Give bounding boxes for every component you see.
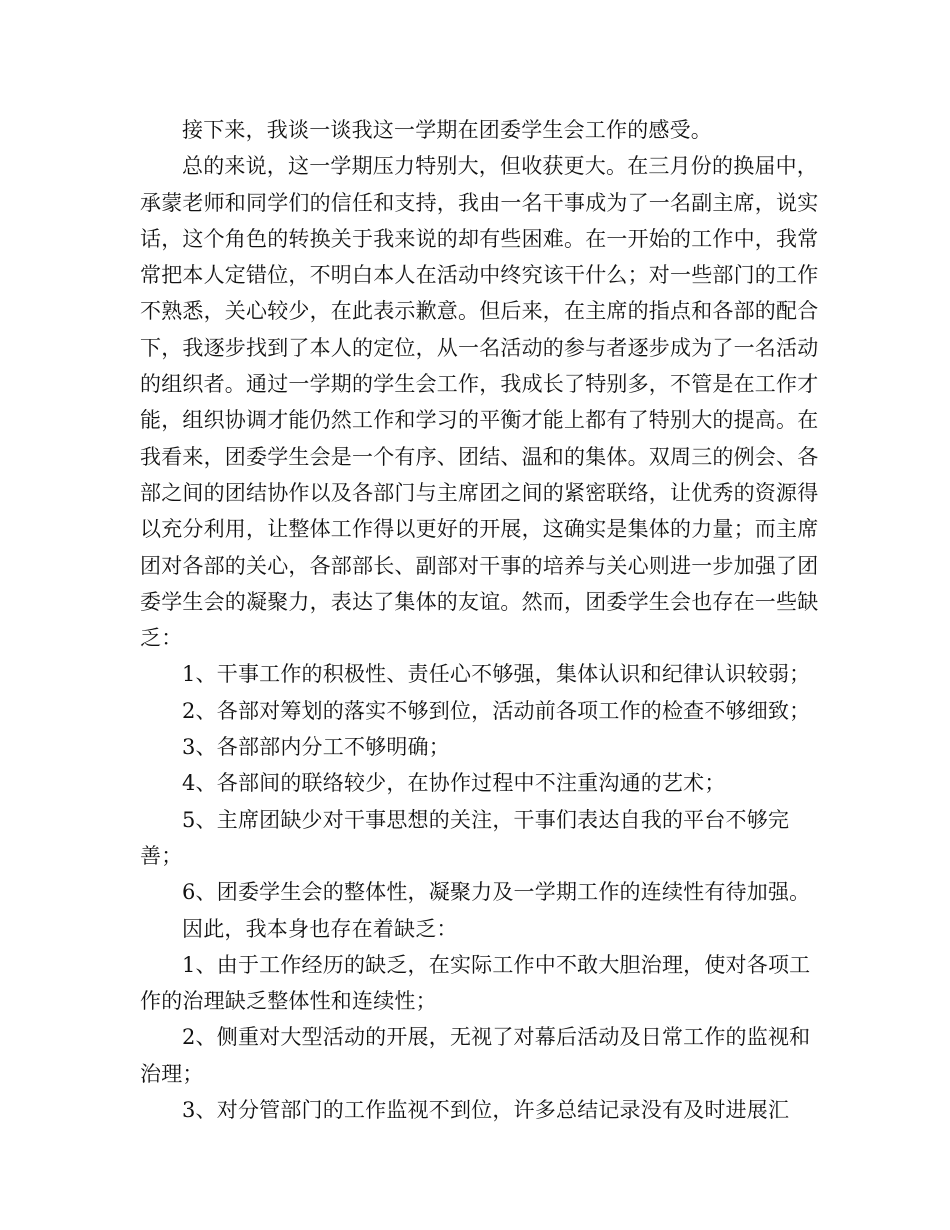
list-item-personal-2: 2、侧重对大型活动的开展，无视了对幕后活动及日常工作的监视和治理； [140,1025,811,1086]
list-item-shortcoming-6: 6、团委学生会的整体性，凝聚力及一学期工作的连续性有待加强。 [182,880,811,905]
list-item-shortcoming-4: 4、各部间的联络较少，在协作过程中不注重沟通的艺术； [182,771,726,796]
list-item-personal-3: 3、对分管部门的工作监视不到位，许多总结记录没有及时进展汇 [182,1098,790,1123]
list-item-personal-1: 1、由于工作经历的缺乏，在实际工作中不敢大胆治理，使对各项工作的治理缺乏整体性和连续性； [140,952,811,1014]
paragraph-intro: 接下来，我谈一谈我这一学期在团委学生会工作的感受。 [182,118,712,142]
list-item-shortcoming-5: 5、主席团缺少对干事思想的关注，干事们表达自我的平台不够完善； [140,807,790,868]
list-item-shortcoming-1: 1、干事工作的积极性、责任心不够强，集体认识和纪律认识较弱； [182,662,811,687]
list-item-shortcoming-3: 3、各部部内分工不够明确； [182,735,450,760]
paragraph-summary: 总的来说，这一学期压力特别大，但收获更大。在三月份的换届中，承蒙老师和同学们的信任和支持，我由一名干事成为了一名副主席，说实话，这个角色的转换关于我来说的却有些困难。在一开始的工作中，我常常把本人定错位，不明白本人在活动中终究该干什么；对一些部门的工作不熟悉，关心较少，在此表示歉意。但后来，在主席的指点和各部的配合下，我逐步找到了本人的定位，从一名活动的参与者逐步成为了一名活动的组织者。通过一学期的学生会工作，我成长了特别多，不管是在工作才能，组织协调才能仍然工作和学习的平衡才能上都有了特别大的提高。在我看来，团委学生会是一个有序、团结、温和的集体。双周三的例会、各部之间的团结协作以及各部门与主席团之间的紧密联络，让优秀的资源得以充分利用，让整体工作得以更好的开展，这确实是集体的力量；而主席团对各部的关心，各部部长、副部对干事的培养与关心则进一步加强了团委学生会的凝聚力，表达了集体的友谊。然而，团委学生会也存在一些缺乏： [140,154,819,651]
list-item-shortcoming-2: 2、各部对筹划的落实不够到位，活动前各项工作的检查不够细致； [182,698,811,723]
document-body [140,112,820,1128]
paragraph-personal-shortcomings: 因此，我本身也存在着缺乏： [182,916,458,941]
